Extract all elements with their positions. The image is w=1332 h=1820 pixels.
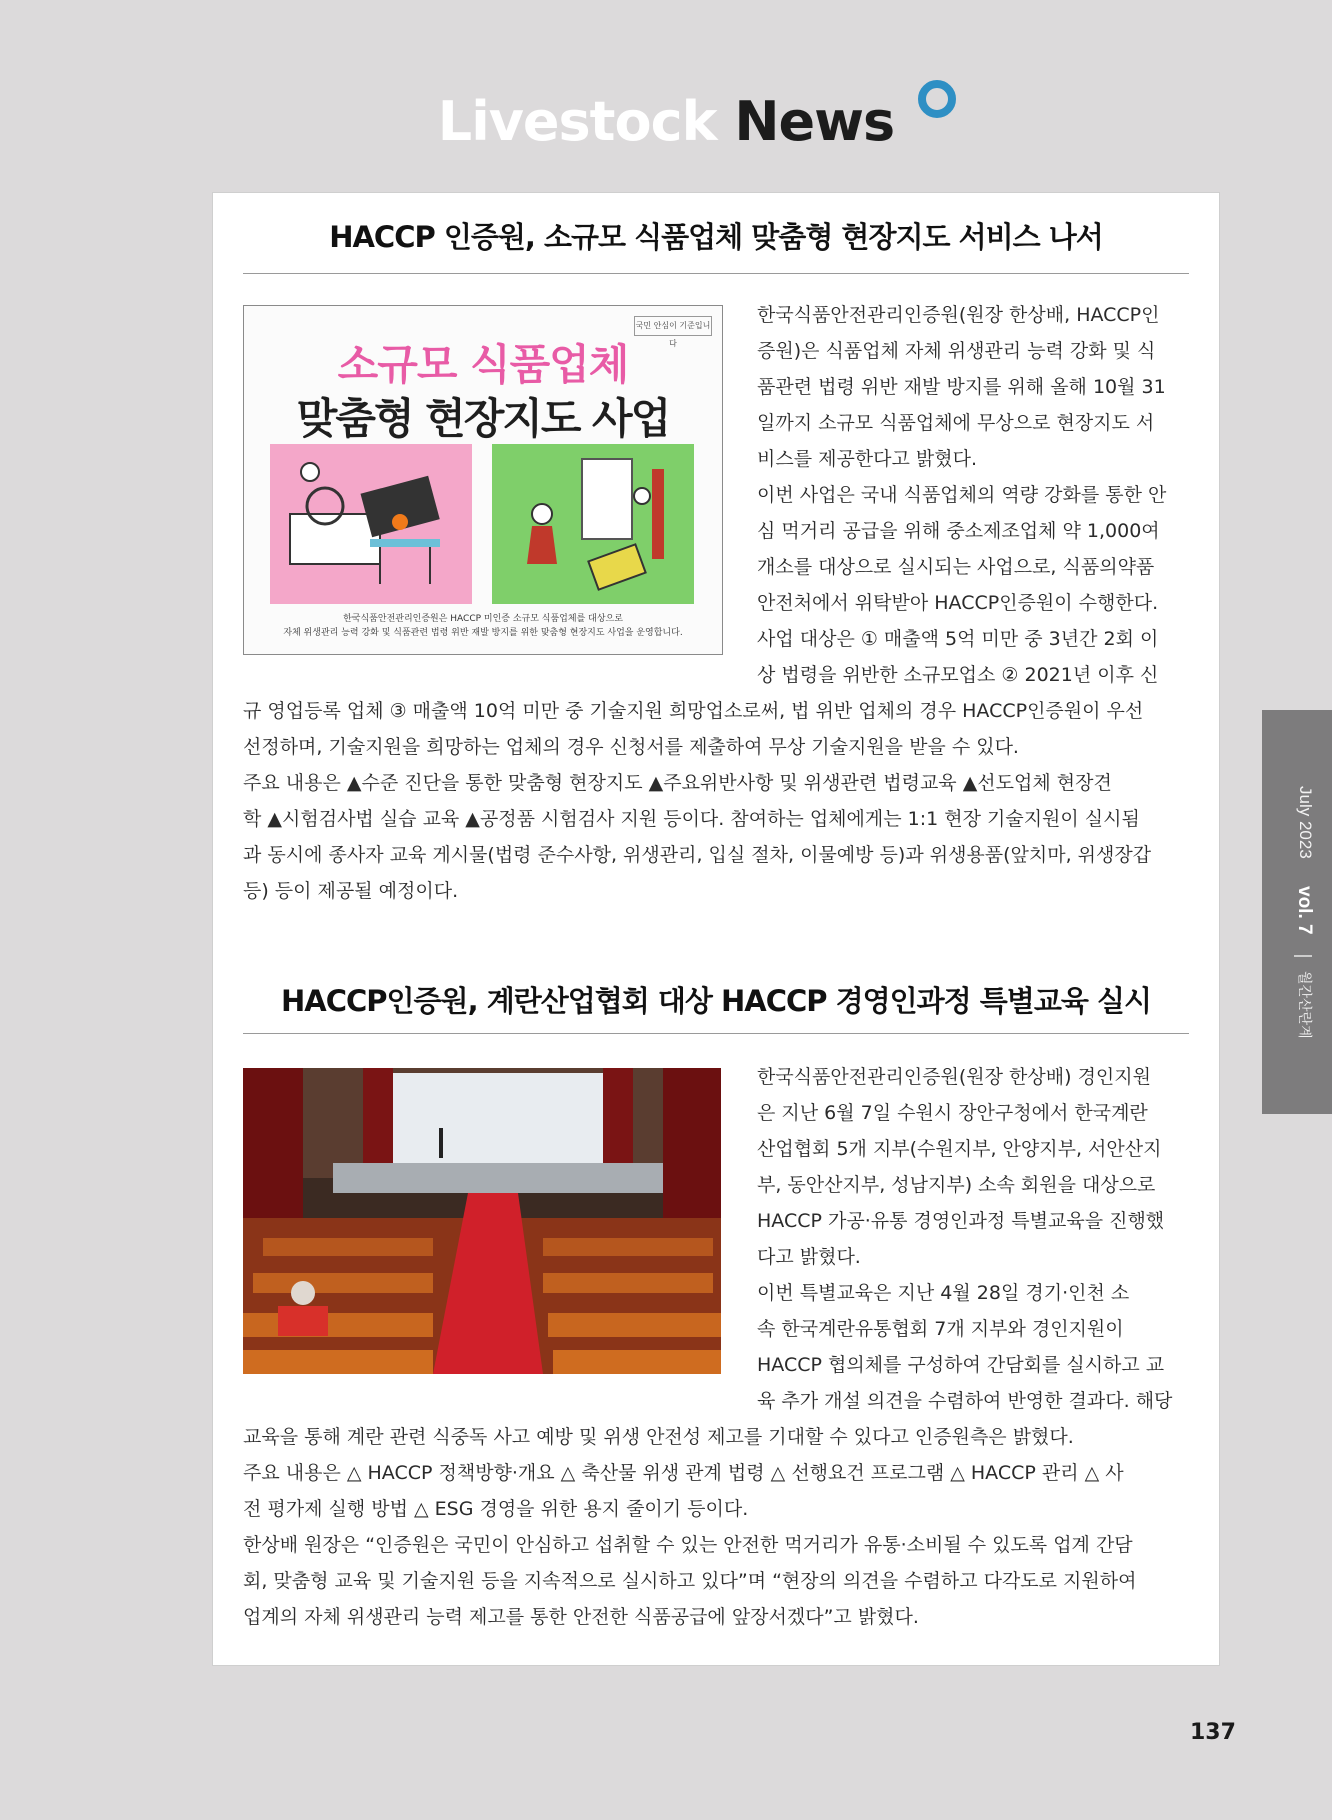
text-line: 학 ▲시험검사법 실습 교육 ▲공정품 시험검사 지원 등이다. 참여하는 업체에게는 1:1 현장 기술지원이 실시됨 [243,808,1140,830]
illustration-desk-icon [270,444,472,604]
text-line: 이번 특별교육은 지난 4월 28일 경기·인천 소 [757,1282,1130,1304]
text-line: 증원)은 식품업체 자체 위생관리 능력 강화 및 식 [757,340,1156,362]
text-line: 주요 내용은 △ HACCP 정책방향·개요 △ 축산물 위생 관계 법령 △ 선행요건 프로그램 △ HACCP 관리 △ 사 [243,1462,1124,1484]
article-card [212,192,1220,1666]
masthead [0,90,1332,153]
text-line: 부, 동안산지부, 성남지부) 소속 회원을 대상으로 [757,1174,1156,1196]
text-line: 주요 내용은 ▲수준 진단을 통한 맞춤형 현장지도 ▲주요위반사항 및 위생관련 법령교육 ▲선도업체 현장견 [243,772,1112,794]
side-tab-vol: vol. 7 [1294,886,1315,935]
page-number: 137 [1190,1720,1236,1745]
text-line: 선정하며, 기술지원을 희망하는 업체의 경우 신청서를 제출하여 무상 기술지원을 받을 수 있다. [243,736,1019,758]
text-line: 일까지 소규모 식품업체에 무상으로 현장지도 서 [757,412,1155,434]
article1-poster-image [243,305,723,655]
text-line: 개소를 대상으로 실시되는 사업으로, 식품의약품 [757,556,1155,578]
text-line: 전 평가제 실행 방법 △ ESG 경영을 위한 용지 줄이기 등이다. [243,1498,749,1520]
text-line: 등) 등이 제공될 예정이다. [243,880,459,902]
text-line: 안전처에서 위탁받아 HACCP인증원이 수행한다. [757,592,1159,614]
text-line: 과 동시에 종사자 교육 게시물(법령 준수사항, 위생관리, 입실 절차, 이물예방 등)과 위생용품(앞치마, 위생장갑 [243,844,1152,866]
text-line: 사업 대상은 ① 매출액 5억 미만 중 3년간 2회 이 [757,628,1159,650]
text-line: 육 추가 개설 의견을 수렴하여 반영한 결과다. 해당 [757,1390,1173,1412]
text-line: 업계의 자체 위생관리 능력 제고를 통한 안전한 식품공급에 앞장서겠다”고 밝혔다. [243,1606,919,1628]
side-tab-date: July 2023 [1296,786,1315,859]
text-line: 산업협회 5개 지부(수원지부, 안양지부, 서안산지 [757,1138,1162,1160]
text-line: 비스를 제공한다고 밝혔다. [757,448,978,470]
auditorium-photo-icon [243,1068,721,1374]
text-line: 교육을 통해 계란 관련 식중독 사고 예방 및 위생 안전성 제고를 기대할 수 있다고 인증원측은 밝혔다. [243,1426,1074,1448]
text-line: 규 영업등록 업체 ③ 매출액 10억 미만 중 기술지원 희망업소로써, 법 위반 업체의 경우 HACCP인증원이 우선 [243,700,1144,722]
article1-body-narrow [757,297,1189,693]
text-line: 상 법령을 위반한 소규모업소 ② 2021년 이후 신 [757,664,1159,686]
text-line: 속 한국계란유통협회 7개 지부와 경인지원이 [757,1318,1124,1340]
poster-caption [244,612,722,640]
side-tab-name: 월간산란계 [1296,971,1312,1039]
masthead-news: News [734,90,895,153]
article2-auditorium-photo [243,1068,721,1374]
article2-body-wide [243,1419,1189,1635]
text-line: 회, 맞춤형 교육 및 기술지원 등을 지속적으로 실시하고 있다”며 “현장의 의견을 수렴하고 다각도로 지원하여 [243,1570,1137,1592]
illustration-checklist-icon [492,444,694,604]
masthead-dot-icon [918,80,956,118]
poster-caption-line2: 자체 위생관리 능력 강화 및 식품관련 법령 위반 재발 방지를 위한 맞춤형 현장지도 사업을 운영합니다. [283,628,683,638]
poster-illustration-pink [270,444,472,604]
article1-divider [243,273,1189,274]
masthead-livestock: Livestock [437,90,717,153]
text-line: 다고 밝혔다. [757,1246,861,1268]
text-line: 은 지난 6월 7일 수원시 장안구청에서 한국계란 [757,1102,1148,1124]
side-issue-tab [1262,710,1332,1114]
poster-title-line1: 소규모 식품업체 [337,340,629,389]
article1-title: HACCP 인증원, 소규모 식품업체 맞춤형 현장지도 서비스 나서 [329,220,1103,254]
text-line: 한국식품안전관리인증원(원장 한상배, HACCP인 [757,304,1160,326]
article2-body-narrow [757,1059,1189,1419]
poster-caption-line1: 한국식품안전관리인증원은 HACCP 미인증 소규모 식품업체를 대상으로 [343,614,623,624]
side-tab-text [1262,710,1332,1114]
poster-title-line2: 맞춤형 현장지도 사업 [296,394,670,443]
text-line: HACCP 협의체를 구성하여 간담회를 실시하고 교 [757,1354,1165,1376]
text-line: HACCP 가공·유통 경영인과정 특별교육을 진행했 [757,1210,1165,1232]
text-line: 심 먹거리 공급을 위해 중소제조업체 약 1,000여 [757,520,1160,542]
poster-badge: 국민 안심이 기준입니다 [634,316,712,336]
text-line: 한상배 원장은 “인증원은 국민이 안심하고 섭취할 수 있는 안전한 먹거리가 유통·소비될 수 있도록 업계 간담 [243,1534,1133,1556]
text-line: 품관련 법령 위반 재발 방지를 위해 올해 10월 31 [757,376,1166,398]
article2-title: HACCP인증원, 계란산업협회 대상 HACCP 경영인과정 특별교육 실시 [281,984,1151,1018]
poster-illustration-green [492,444,694,604]
text-line: 한국식품안전관리인증원(원장 한상배) 경인지원 [757,1066,1151,1088]
article2-divider [243,1033,1189,1034]
text-line: 이번 사업은 국내 식품업체의 역량 강화를 통한 안 [757,484,1167,506]
article1-body-wide [243,693,1189,909]
